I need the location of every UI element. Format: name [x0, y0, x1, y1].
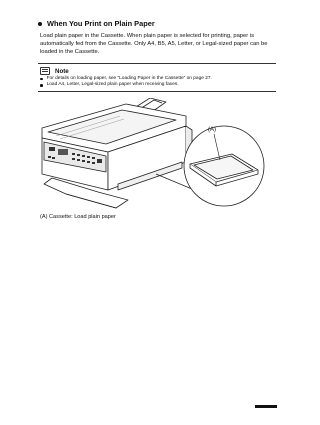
note-box — [38, 63, 276, 92]
note-bottom-rule — [38, 91, 276, 92]
note-top-rule — [38, 63, 276, 64]
note-icon — [40, 67, 50, 75]
note-bullet-icon — [40, 78, 43, 81]
note-list — [40, 76, 212, 88]
section-heading-text: When You Print on Plain Paper — [47, 19, 155, 28]
page-tab-marker — [255, 405, 277, 408]
section-heading — [38, 19, 155, 28]
note-label: Note — [55, 67, 69, 75]
printer-cassette-illustration — [36, 98, 266, 218]
note-bullet-icon — [40, 84, 43, 87]
note-item — [40, 82, 212, 88]
note-header — [40, 67, 69, 75]
figure-caption: (A) Cassette: Load plain paper — [40, 214, 116, 220]
heading-bullet-icon — [38, 22, 42, 26]
note-item-text: Load A4, Letter, Legal-sized plain paper when receiving faxes. — [46, 82, 179, 88]
note-item-text: For details on loading paper, see “Loading Paper in the Cassette” on page 27. — [46, 76, 212, 81]
section-paragraph: Load plain paper in the Cassette. When plain paper is selected for printing, paper is automatically fed from the Cassette. Only A4, B5, A5, Letter, or Legal-sized paper can be loaded in the Cassette. — [40, 33, 268, 55]
callout-label: (A) — [208, 127, 216, 133]
